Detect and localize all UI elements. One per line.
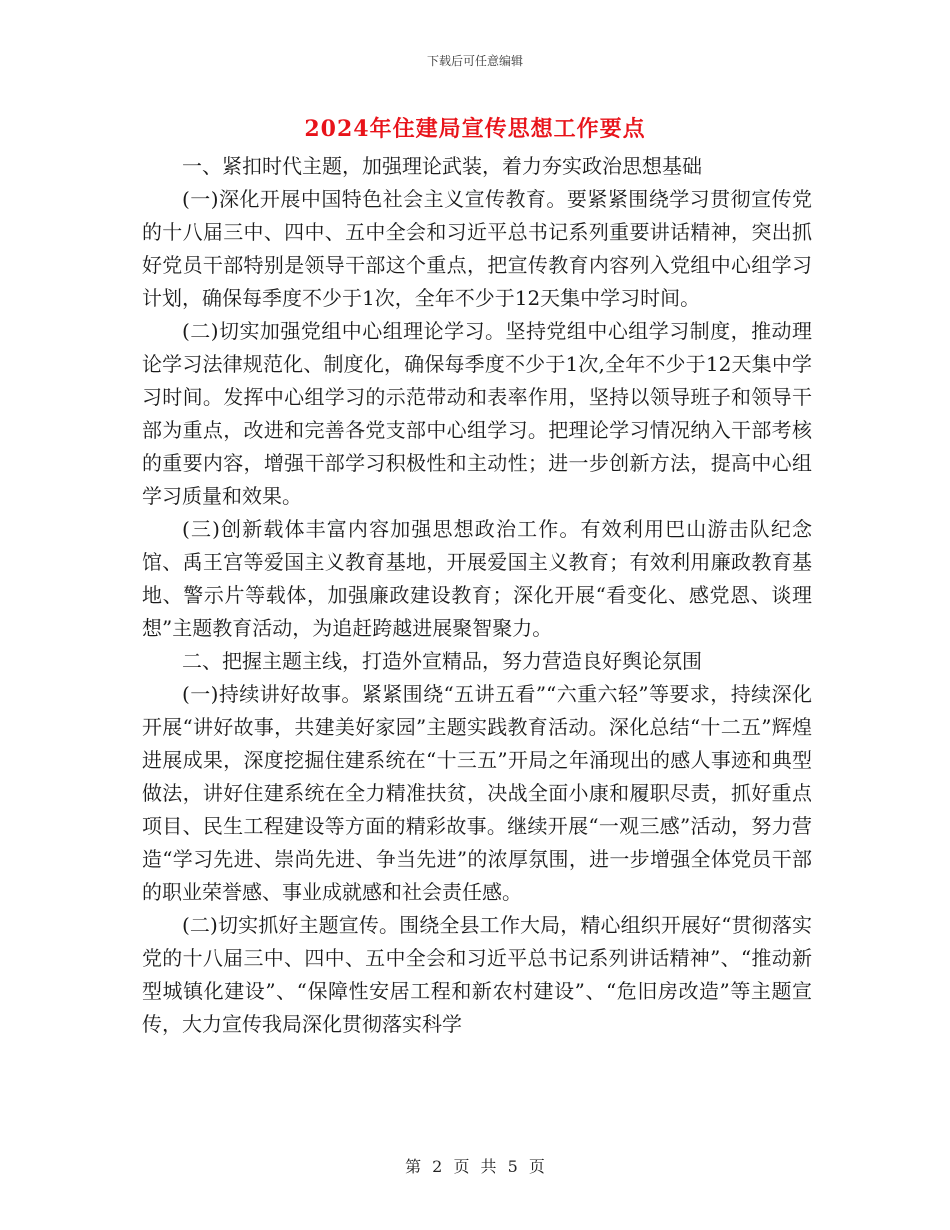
section-heading-2: 二、把握主题主线，打造外宣精品，努力营造良好舆论氛围 — [182, 649, 702, 673]
document-body — [142, 150, 812, 1041]
header-note: 下载后可任意编辑 — [426, 54, 523, 68]
paragraph-2-1: (一)持续讲好故事。紧紧围绕“五讲五看”“六重六轻”等要求，持续深化开展“讲好故事，共建美好家园”主题实践教育活动。深化总结“十二五”辉煌进展成果，深度挖掘住建系统在“十三五”开局之年涌现出的感人事迹和典型做法，讲好住建系统在全力精准扶贫，决战全面小康和履职尽责，抓好重点项目、民生工程建设等方面的精彩故事。继续开展“一观三感”活动，努力营造“学习先进、崇尚先进、争当先进”的浓厚氛围，进一步增强全体党员干部的职业荣誉感、事业成就感和社会责任感。 — [142, 682, 812, 904]
paragraph-1-2: (二)切实加强党组中心组理论学习。坚持党组中心组学习制度，推动理论学习法律规范化、制度化，确保每季度不少于1次,全年不少于12天集中学习时间。发挥中心组学习的示范带动和表率作用，坚持以领导班子和领导干部为重点，改进和完善各党支部中心组学习。把理论学习情况纳入干部考核的重要内容，增强干部学习积极性和主动性；进一步创新方法，提高中心组学习质量和效果。 — [142, 319, 812, 508]
paragraph-1-3: (三)创新载体丰富内容加强思想政治工作。有效利用巴山游击队纪念馆、禹王宫等爱国主义教育基地，开展爱国主义教育；有效利用廉政教育基地、警示片等载体，加强廉政建设教育；深化开展“看变化、感党恩、谈理想”主题教育活动，为追赶跨越进展聚智聚力。 — [142, 517, 812, 640]
paragraph-1-1: (一)深化开展中国特色社会主义宣传教育。要紧紧围绕学习贯彻宣传党的十八届三中、四中、五中全会和习近平总书记系列重要讲话精神，突出抓好党员干部特别是领导干部这个重点，把宣传教育内容列入党组中心组学习计划，确保每季度不少于1次，全年不少于12天集中学习时间。 — [142, 187, 812, 310]
paragraph-2-2: (二)切实抓好主题宣传。围绕全县工作大局，精心组织开展好“贯彻落实党的十八届三中、四中、五中全会和习近平总书记系列讲话精神”、“推动新型城镇化建设”、“保障性安居工程和新农村建设”、“危旧房改造”等主题宣传，大力宣传我局深化贯彻落实科学 — [142, 913, 812, 1036]
page-number: 第 2 页 共 5 页 — [405, 1157, 545, 1176]
document-title: 2024年住建局宣传思想工作要点 — [304, 116, 646, 142]
section-heading-1: 一、紧扣时代主题，加强理论武装，着力夯实政治思想基础 — [182, 154, 702, 178]
